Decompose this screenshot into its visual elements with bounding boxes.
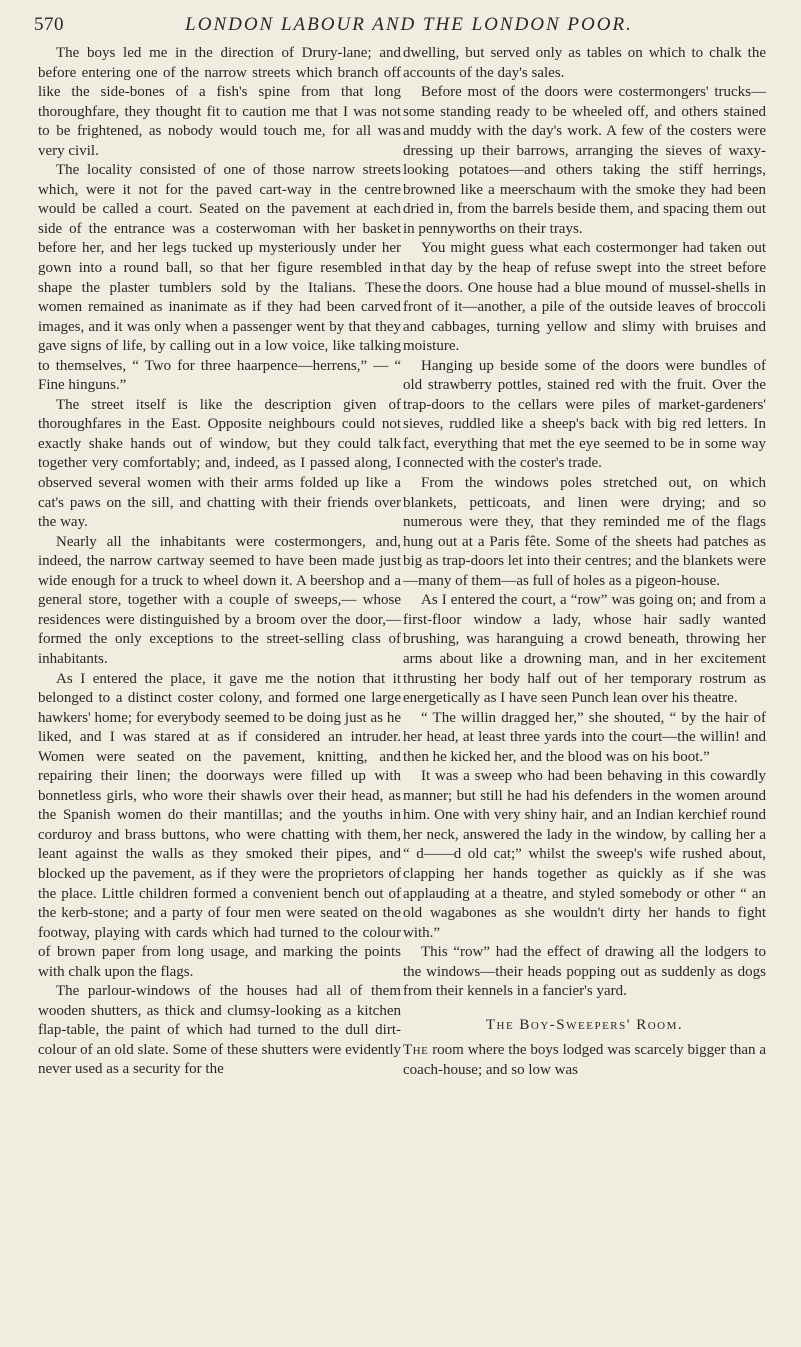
running-title: LONDON LABOUR AND THE LONDON POOR. [185,14,633,35]
lead-word: The [403,1042,429,1059]
paragraph: The parlour-windows of the houses had all of them wooden shutters, as thick and clumsy-looking as a kitchen flap-table, the paint of which had turned to the dull dirt-colour of an old slate. Some of these shutters were evidently never used as a security for the [38,983,401,1078]
paragraph: “ The willin dragged her,” she shouted, “ by the hair of her head, at least three yards into the court—the willin! and then he kicked her, and the blood was on his boot.” [403,709,766,765]
section-text: room where the boys lodged was scarcely bigger than a coach-house; and so low was [403,1042,766,1078]
section-paragraph [403,1041,766,1080]
paragraph: It was a sweep who had been behaving in this cowardly manner; but still he had his defenders in the women around him. One with very shiny hair, and an Indian kerchief round her neck, answered the lady in the window, by calling her a “ d——d old cat;” whilst the sweep's wife rushed about, clapping her hands together as quickly as if she was applauding at a theatre, and styled somebody or other “ an old wagabones as she wouldn't dirty her hands to fight with.” [403,768,766,941]
paragraph-continuation: dwelling, but served only as tables on which to chalk the accounts of the day's sales. [403,45,766,81]
page-header [34,14,784,40]
paragraph: Nearly all the inhabitants were costermongers, and, indeed, the narrow cartway seemed to have been made just wide enough for a truck to wheel down it. A beershop and a general store, together with a couple of sweeps,— whose residences were distinguished by a broom over the door,—formed the only exceptions to the street-selling class of inhabitants. [38,533,401,667]
right-column [403,44,766,1080]
paragraph: The locality consisted of one of those narrow streets which, were it not for the paved cart-way in the centre would be called a court. Seated on the pavement at each side of the entrance was a costerwoman with her basket before her, and her legs tucked up mysteriously under her gown into a round ball, so that her figure resembled in shape the plaster tumblers sold by the Italians. These women remained as inanimate as if they had been carved images, and it was only when a passenger went by that they gave signs of life, by calling out in a low voice, like talking to themselves, “ Two for three haarpence—herrens,” — “ Fine hinguns.” [38,162,401,394]
page-number: 570 [34,14,64,35]
paragraph: This “row” had the effect of drawing all the lodgers to the windows—their heads popping out as suddenly as dogs from their kennels in a fancier's yard. [403,944,766,1000]
paragraph: The street itself is like the description given of thoroughfares in the East. Opposite neighbours could not exactly shake hands out of window, but they could talk together very comfortably; and, indeed, as I passed along, I observed several women with their arms folded up like a cat's paws on the sill, and chatting with their friends over the way. [38,396,401,531]
paragraph: The boys led me in the direction of Drury-lane; and before entering one of the narrow streets which branch off like the side-bones of a fish's spine from that long thoroughfare, they thought fit to caution me that I was not to be frightened, as nobody would touch me, for all was very civil. [38,45,401,159]
paragraph: You might guess what each costermonger had taken out that day by the heap of refuse swept into the street before the doors. One house had a blue mound of mussel-shells in front of it—another, a pile of the outside leaves of broccoli and cabbages, turning yellow and slimy with bruises and moisture. [403,240,766,355]
left-column [38,44,401,1080]
paragraph: From the windows poles stretched out, on which blankets, petticoats, and linen were drying; and so numerous were they, that they reminded me of the flags hung out at a Paris fête. Some of the sheets had patches as big as trap-doors let into their centres; and the blankets were—many of them—as full of holes as a pigeon-house. [403,475,766,589]
paragraph: Before most of the doors were costermongers' trucks—some standing ready to be wheeled off, and others stained and muddy with the day's work. A few of the costers were dressing up their barrows, arranging the sieves of waxy-looking potatoes—and others taking the stiff herrings, browned like a meerschaum with the smoke they had been dried in, from the barrels beside them, and spacing them out in pennyworths on their trays. [403,84,766,237]
paragraph: Hanging up beside some of the doors were bundles of old strawberry pottles, stained red with the fruit. Over the trap-doors to the cellars were piles of market-gardeners' sieves, ruddled like a sheep's back with big red letters. In fact, everything that met the eye seemed to be in some way connected with the coster's trade. [403,357,766,472]
paragraph: As I entered the court, a “row” was going on; and from a first-floor window a lady, whose hair sadly wanted brushing, was haranguing a crowd beneath, throwing her arms about like a drowning man, and in her excitement thrusting her body half out of her temporary rostrum as energetically as I have seen Punch lean over his theatre. [403,592,766,707]
section-heading: The Boy-Sweepers' Room. [485,1016,684,1033]
paragraph: As I entered the place, it gave me the notion that it belonged to a distinct coster colony, and formed one large hawkers' home; for everybody seemed to be doing just as he liked, and I was stared at as if considered an intruder. Women were seated on the pavement, knitting, and repairing their linen; the doorways were filled up with bonnetless girls, who wore their shawls over their head, as the Spanish women do their mantillas; and the youths in corduroy and brass buttons, who were chatting with them, leant against the walls as they smoked their pipes, and blocked up the pavement, as if they were the proprietors of the place. Little children formed a convenient bench out of the kerb-stone; and a party of four men were seated on the footway, playing with cards which had turned to the colour of brown paper from long usage, and marking the points with chalk upon the flags. [38,670,401,980]
